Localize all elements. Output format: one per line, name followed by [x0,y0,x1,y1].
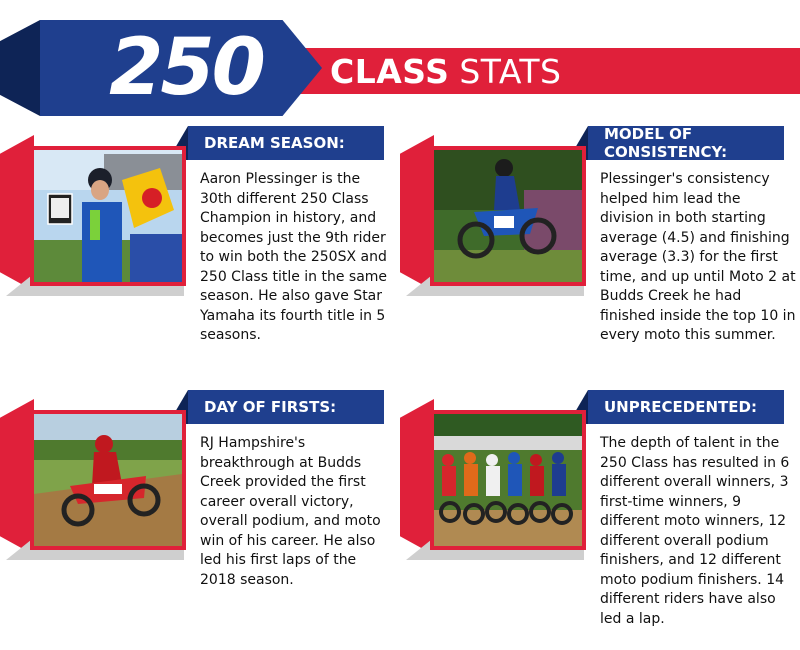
page-title [330,48,562,94]
race-start-photo [430,410,586,550]
card-text: Plessinger's consistency helped him lead the division in both starting average (4.5) and finishing average (3.3) for the first time, and up until Moto 2 at Budds Creek he had finished inside the top 10 in every moto this summer. [600,171,796,343]
card-side-panel [400,399,434,555]
card-text: The depth of talent in the 250 Class has resulted in 6 different overall winners, 3 first-time winners, 9 different moto winners, 12 different overall podium finishers, and 12 different moto podium finishers. 14 different riders have also led a lap. [600,435,790,627]
class-number: 250 [109,23,263,113]
card-side-panel [0,399,34,555]
rider-jump-photo [430,146,586,286]
title-bold: CLASS [330,51,450,91]
card-unprecedented [400,390,800,650]
rider-celebration-photo [30,146,186,286]
header-banner-fold [0,20,40,116]
card-model-of-consistency [400,126,800,386]
title-light: STATS [459,51,562,91]
card-label: MODEL OF CONSISTENCY: [588,126,784,160]
card-side-panel [0,135,34,291]
card-day-of-firsts [0,390,400,650]
rider-cornering-photo [30,410,186,550]
card-label: DAY OF FIRSTS: [188,390,384,424]
card-side-panel [400,135,434,291]
card-text: RJ Hampshire's breakthrough at Budds Creek provided the first career overall victory, overall podium, and moto win of his career. He also led his first laps of the 2018 season. [200,435,381,588]
card-label: UNPRECEDENTED: [588,390,784,424]
card-dream-season [0,126,400,386]
card-label: DREAM SEASON: [188,126,384,160]
card-text: Aaron Plessinger is the 30th different 250 Class Champion in history, and becomes just the 9th rider to win both the 250SX and 250 Class title in the same season. He also gave Star Yamaha its fourth title in 5 seasons. [200,171,388,343]
